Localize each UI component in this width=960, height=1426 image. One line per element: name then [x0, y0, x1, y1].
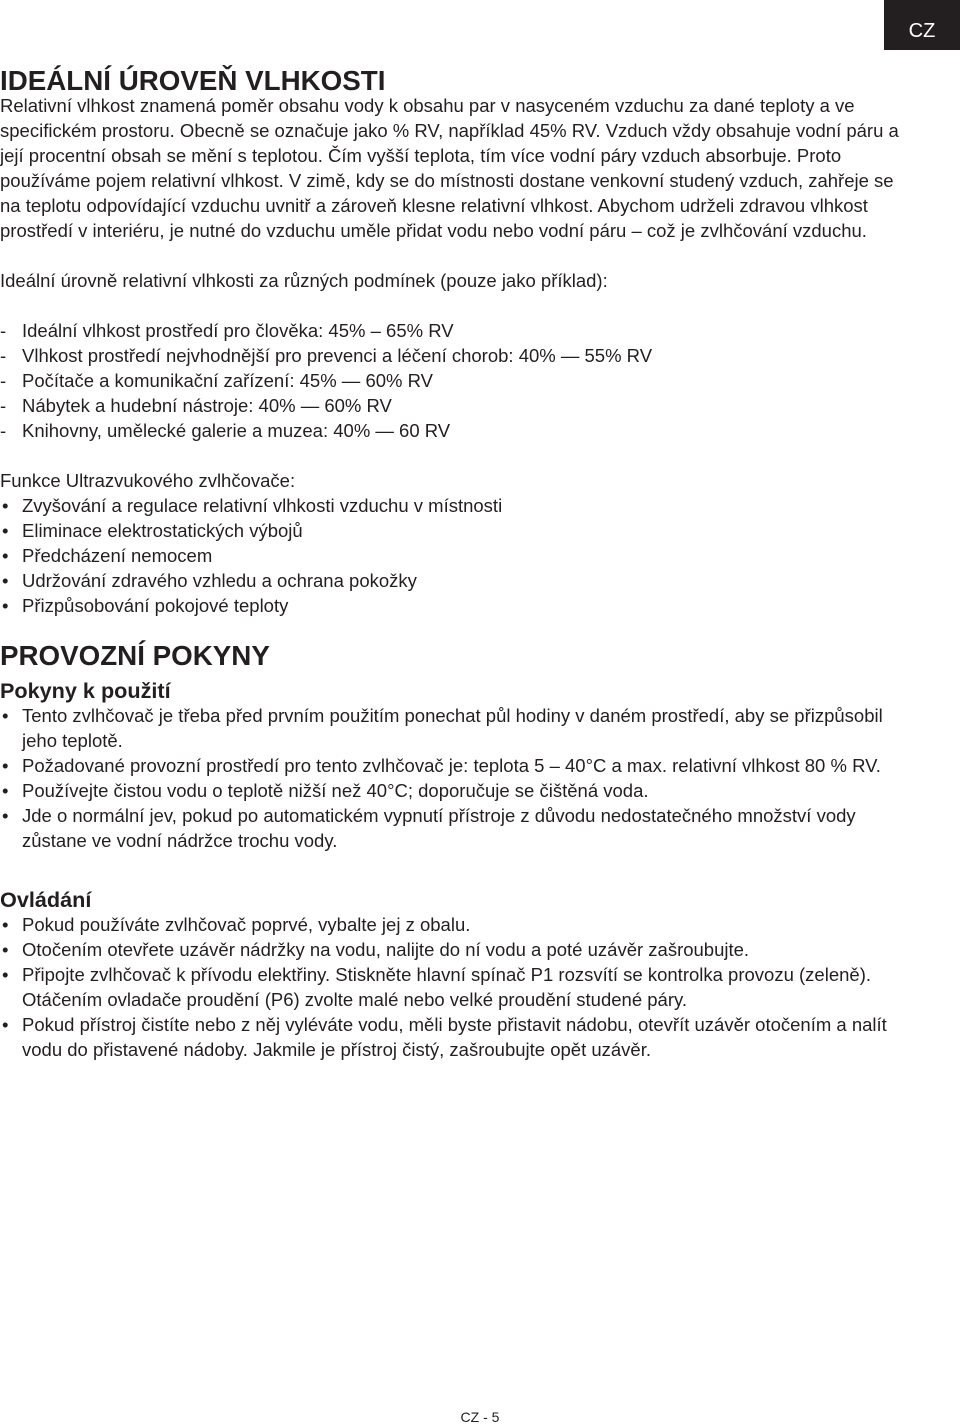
section-title-operation: PROVOZNÍ POKYNY: [0, 640, 270, 671]
levels-list: [0, 318, 900, 443]
levels-intro: Ideální úrovně relativní vlhkosti za různých podmínek (pouze jako příklad):: [0, 270, 608, 291]
list-item: • Zvyšování a regulace relativní vlhkosti vzduchu v místnosti: [2, 495, 503, 516]
functions-list: [0, 493, 900, 618]
list-item: - Vlhkost prostředí nejvhodnější pro prevenci a léčení chorob: 40% — 55% RV: [0, 345, 653, 366]
page-number: CZ - 5: [460, 1409, 500, 1425]
list-item: - Nábytek a hudební nástroje: 40% — 60% RV: [0, 395, 392, 416]
list-item: - Ideální vlhkost prostředí pro člověka: 45% – 65% RV: [0, 320, 454, 341]
list-item: • Udržování zdravého vzhledu a ochrana pokožky: [2, 570, 417, 591]
list-item: - Počítače a komunikační zařízení: 45% — 60% RV: [0, 370, 433, 391]
list-item: • Jde o normální jev, pokud po automatickém vypnutí přístroje z důvodu nedostatečného množství vody zůstane ve vodní nádržce trochu vody.: [2, 805, 856, 851]
usage-list: [0, 703, 900, 853]
page-content: [0, 65, 900, 1062]
list-item: • Tento zvlhčovač je třeba před prvním použitím ponechat půl hodiny v daném prostředí, aby se přizpůsobil jeho teplotě.: [2, 705, 883, 751]
list-item: • Pokud přístroj čistíte nebo z něj vyléváte vodu, měli byste přistavit nádobu, otevřít uzávěr otočením a nalít vodu do přistavené nádoby. Jakmile je přístroj čistý, zašroubujte opět uzávěr.: [2, 1014, 887, 1060]
list-item: • Připojte zvlhčovač k přívodu elektřiny. Stiskněte hlavní spínač P1 rozsvítí se kontrolka provozu (zeleně). Otáčením ovladače proudění (P6) zvolte malé nebo velké proudění studené páry.: [2, 964, 871, 1010]
section-title-humidity: IDEÁLNÍ ÚROVEŇ VLHKOSTI: [0, 65, 386, 96]
list-item: • Požadované provozní prostředí pro tento zvlhčovač je: teplota 5 – 40°C a max. relativní vlhkost 80 % RV.: [2, 755, 881, 776]
list-item: • Předcházení nemocem: [2, 545, 213, 566]
list-item: • Používejte čistou vodu o teplotě nižší než 40°C; doporučuje se čištěná voda.: [2, 780, 649, 801]
humidity-paragraph: Relativní vlhkost znamená poměr obsahu vody k obsahu par v nasyceném vzduchu za dané teploty a ve specifickém prostoru. Obecně se označuje jako % RV, například 45% RV. Vzduch vždy obsahuje vodní páru a její procentní obsah se mění s teplotou. Čím vyšší teplota, tím více vodní páry vzduch absorbuje. Proto používáme pojem relativní vlhkost. V zimě, kdy se do místnosti dostane venkovní studený vzduch, zahřeje se na teplotu odpovídající vzduchu uvnitř a zároveň klesne relativní vlhkost. Abychom udrželi zdravou vlhkost prostředí v interiéru, je nutné do vzduchu uměle přidat vodu nebo vodní páru – což je zvlhčování vzduchu.: [0, 95, 899, 241]
list-item: • Otočením otevřete uzávěr nádržky na vodu, nalijte do ní vodu a poté uzávěr zašroubujte.: [2, 939, 750, 960]
list-item: • Pokud používáte zvlhčovač poprvé, vybalte jej z obalu.: [2, 914, 471, 935]
list-item: - Knihovny, umělecké galerie a muzea: 40% — 60 RV: [0, 420, 451, 441]
control-list: [0, 912, 900, 1062]
list-item: • Přizpůsobování pokojové teploty: [2, 595, 289, 616]
subsection-title-usage: Pokyny k použití: [0, 678, 171, 703]
list-item: • Eliminace elektrostatických výbojů: [2, 520, 303, 541]
language-tab: CZ: [884, 0, 960, 50]
subsection-title-control: Ovládání: [0, 887, 92, 912]
functions-intro: Funkce Ultrazvukového zvlhčovače:: [0, 470, 296, 491]
